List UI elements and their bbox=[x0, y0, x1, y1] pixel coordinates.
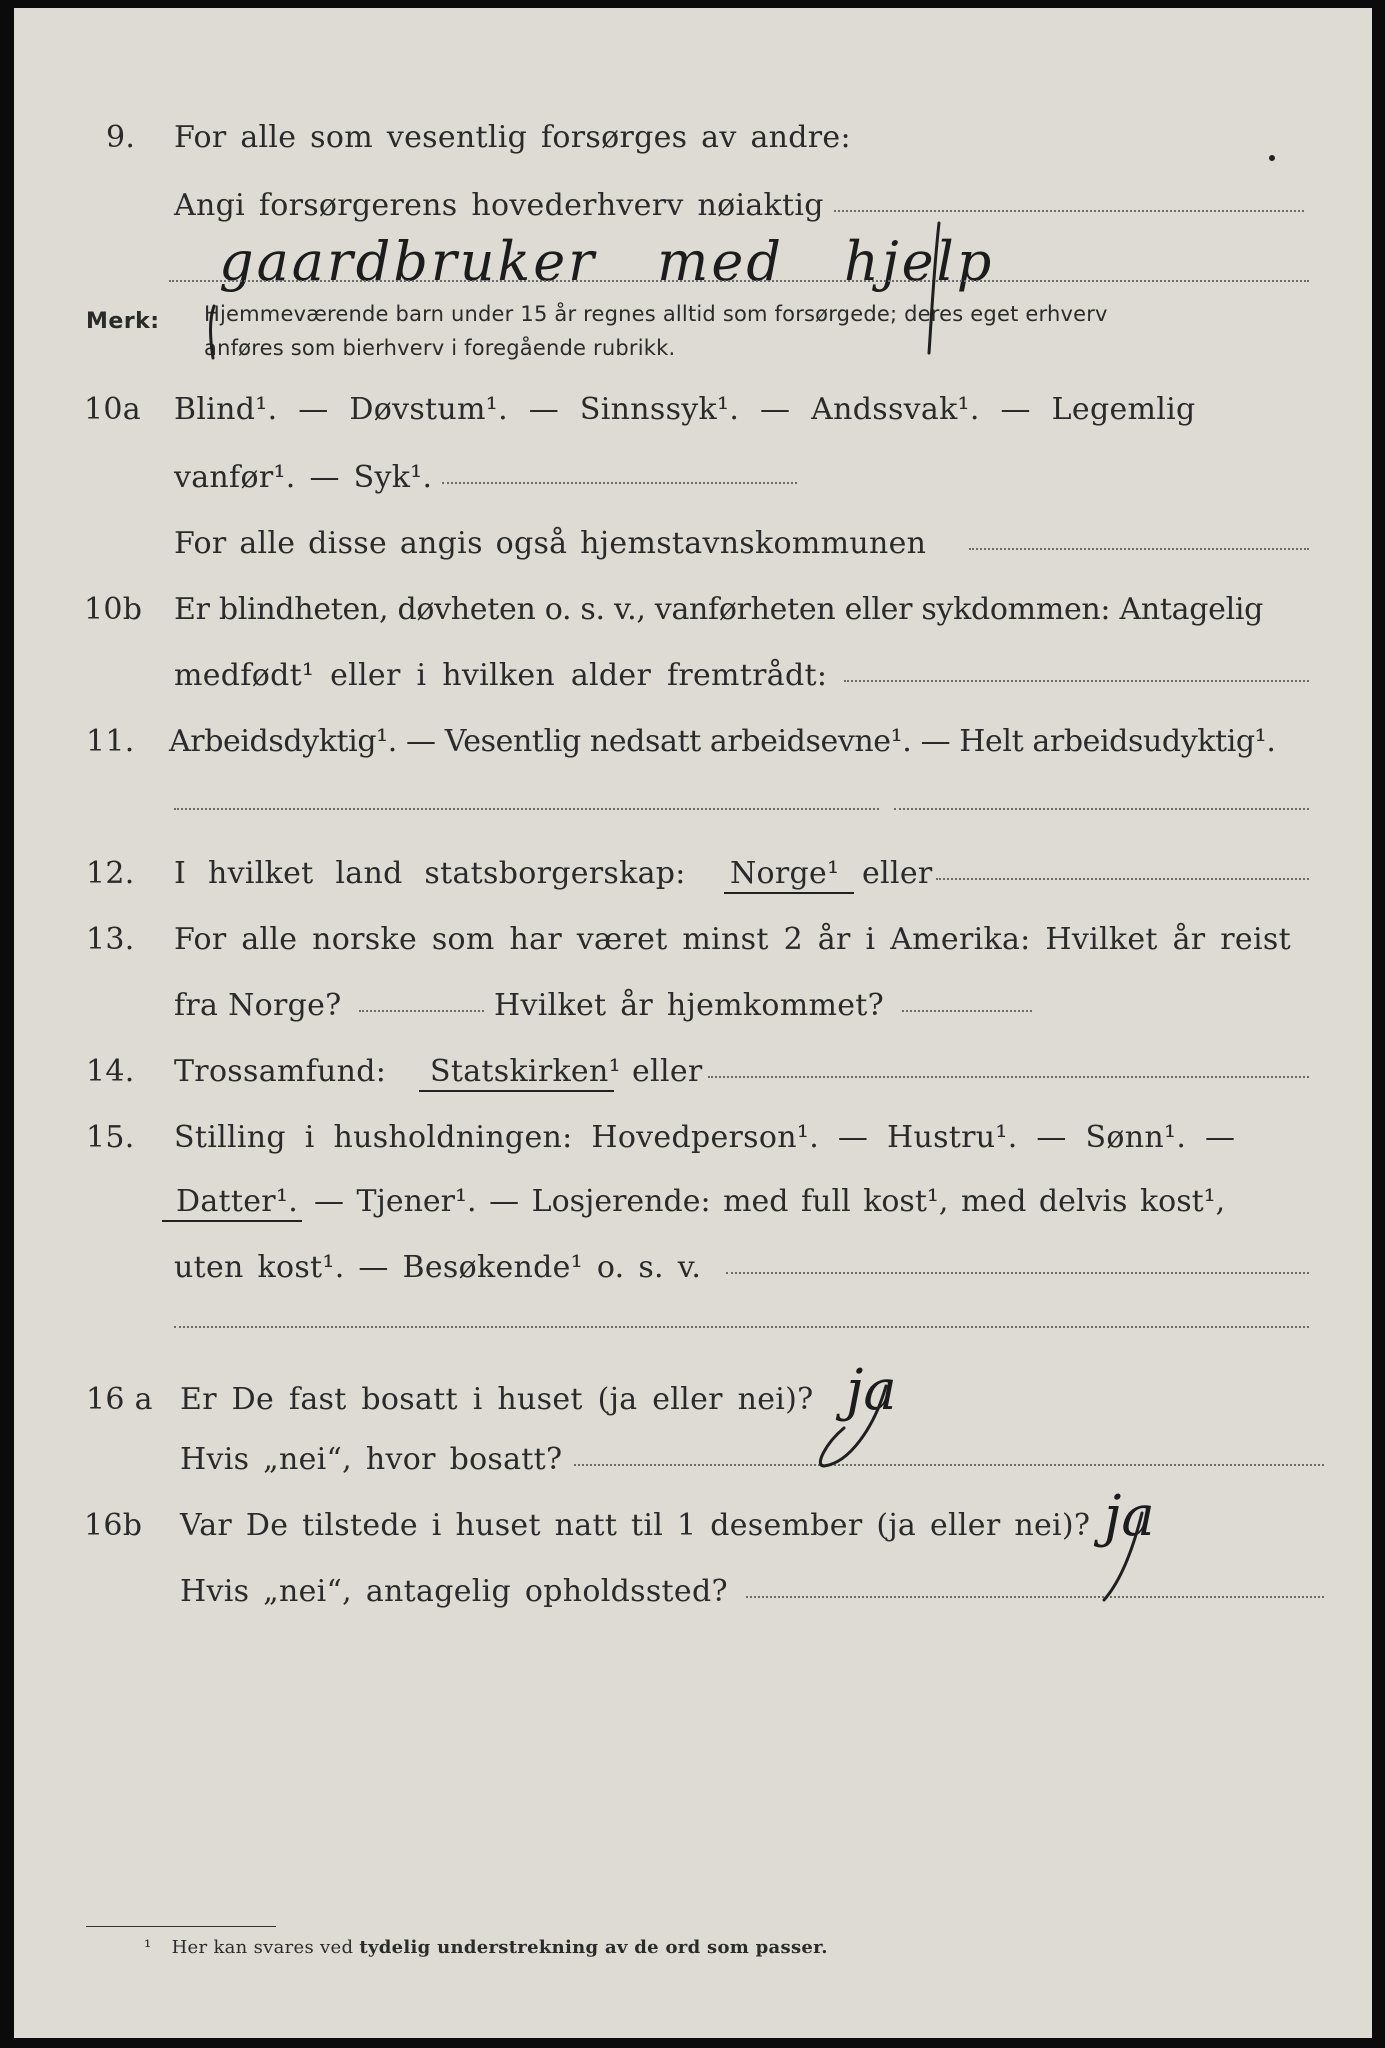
q16a-line2: Hvis „nei“, hvor bosatt? bbox=[180, 1442, 563, 1477]
q10a-line2: vanfør¹. — Syk¹. bbox=[174, 460, 433, 495]
q10a-line1: Blind¹. — Døvstum¹. — Sinnssyk¹. — Andssvak¹. — Legemlig bbox=[174, 392, 1196, 427]
footnote-text-b: tydelig understrekning av de ord som passer. bbox=[359, 1937, 828, 1958]
q9-number: 9. bbox=[106, 120, 136, 155]
q15-line1: Stilling i husholdningen: Hovedperson¹. — Hustru¹. — Sønn¹. — bbox=[174, 1120, 1236, 1155]
q14-text-a: Trossamfund: bbox=[174, 1054, 387, 1089]
merk-line1: Hjemmeværende barn under 15 år regnes alltid som forsørgede; deres eget erhverv bbox=[204, 302, 1108, 326]
footnote-marker: ¹ bbox=[144, 1937, 152, 1958]
footnote-text-a: Her kan svares ved bbox=[171, 1937, 354, 1958]
q14-text-b: eller bbox=[632, 1054, 703, 1089]
q13-line2-b: Hvilket år hjemkommet? bbox=[494, 988, 885, 1023]
q15-line2-b: — Tjener¹. — Losjerende: med full kost¹, med delvis kost¹, bbox=[314, 1184, 1226, 1219]
q16b-handwritten-answer: ja bbox=[1104, 1484, 1155, 1549]
q13-line2-a: fra Norge? bbox=[174, 988, 342, 1023]
q16a-answer-descender-stroke bbox=[820, 1386, 886, 1466]
merk-bracket-stroke bbox=[211, 306, 215, 358]
q12-number: 12. bbox=[86, 856, 135, 891]
q14-underlined-option: Statskirken¹ bbox=[430, 1054, 621, 1089]
census-form-page bbox=[14, 8, 1372, 2038]
q9-answer-descender-stroke bbox=[929, 223, 939, 353]
q10b-number: 10b bbox=[84, 592, 143, 627]
q11-number: 11. bbox=[86, 724, 135, 759]
q11-line1: Arbeidsdyktig¹. — Vesentlig nedsatt arbeidsevne¹. — Helt arbeidsudyktig¹. bbox=[169, 724, 1276, 759]
handwriting-strokes bbox=[14, 8, 1372, 2038]
q12-underlined-option: Norge¹ bbox=[730, 856, 840, 891]
q12-text-a: I hvilket land statsborgerskap: bbox=[174, 856, 686, 891]
q14-number: 14. bbox=[86, 1054, 135, 1089]
q10b-line1: Er blindheten, døvheten o. s. v., vanførheten eller sykdommen: Antagelig bbox=[174, 592, 1264, 627]
q15-underlined-option: Datter¹. bbox=[176, 1184, 299, 1219]
merk-label: Merk: bbox=[86, 309, 160, 334]
q9-line1: For alle som vesentlig forsørges av andre: bbox=[174, 120, 851, 155]
q15-number: 15. bbox=[86, 1120, 135, 1155]
q13-number: 13. bbox=[86, 922, 135, 957]
q9-handwritten-answer: gaardbruker med hjelp bbox=[219, 230, 995, 293]
q16b-answer-descender-stroke bbox=[1104, 1513, 1142, 1600]
q16b-number: 16b bbox=[84, 1508, 143, 1543]
q10a-number: 10a bbox=[84, 392, 141, 427]
q12-text-b: eller bbox=[862, 856, 933, 891]
q16a-number: 16 a bbox=[86, 1382, 153, 1417]
q9-line2: Angi forsørgerens hovederhverv nøiaktig bbox=[174, 188, 824, 223]
merk-line2: anføres som bierhverv i foregående rubrikk. bbox=[204, 336, 676, 360]
q16a-handwritten-answer: ja bbox=[846, 1358, 897, 1423]
q16a-line1: Er De fast bosatt i huset (ja eller nei)? bbox=[180, 1382, 814, 1417]
q10a-line3: For alle disse angis også hjemstavnskommunen bbox=[174, 526, 927, 561]
q13-line1: For alle norske som har været minst 2 år i Amerika: Hvilket år reist bbox=[174, 922, 1291, 957]
ink-dot bbox=[1269, 155, 1275, 161]
q15-line3: uten kost¹. — Besøkende¹ o. s. v. bbox=[174, 1250, 702, 1285]
q16b-line1: Var De tilstede i huset natt til 1 desember (ja eller nei)? bbox=[180, 1508, 1091, 1543]
q16b-line2: Hvis „nei“, antagelig opholdssted? bbox=[180, 1574, 728, 1609]
q10b-line2: medfødt¹ eller i hvilken alder fremtrådt: bbox=[174, 658, 828, 693]
